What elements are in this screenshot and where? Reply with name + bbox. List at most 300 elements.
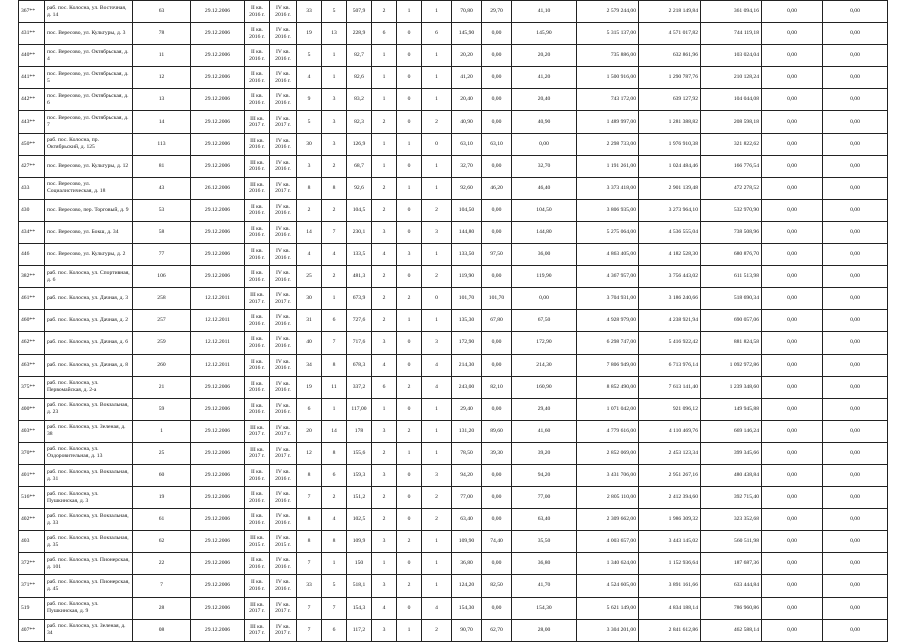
count-f-cell: 3 [422,464,452,486]
area-part1-cell: 0,00 [482,487,512,509]
row-id: 401** [19,464,45,486]
count-b-cell: 4 [322,509,347,531]
zero-2-cell: 0,00 [823,464,888,486]
address-cell: раб. пос. Колосна, ул. Пушкинская, д. 3 [45,487,133,509]
zero-1-cell: 0,00 [762,221,823,243]
doc-number-cell: 43 [133,177,191,199]
area-part2-cell: 46,40 [512,177,577,199]
end-quarter-cell: IV кв. 2016 г. [270,575,297,597]
cost-part1-cell: 1 986 309,32 [639,509,701,531]
area-part1-cell: 46,20 [482,177,512,199]
address-cell: раб. пос. Колосна, ул. Первомайская, д. 2-а [45,376,133,398]
zero-1-cell: 0,00 [762,376,823,398]
cost-part2-cell: 103 024,04 [701,45,762,67]
count-d-cell: 2 [372,310,397,332]
count-e-cell: 2 [397,575,422,597]
area-part1-cell: 0,00 [482,221,512,243]
end-quarter-cell: IV кв. 2017 г. [270,288,297,310]
area-part2-cell: 172,90 [512,332,577,354]
area-total-cell: 144,80 [452,221,482,243]
count-e-cell: 0 [397,89,422,111]
area-total-cell: 94,20 [452,464,482,486]
cost-total-cell: 4 003 657,00 [577,531,639,553]
area-cell: 507,9 [347,1,372,23]
cost-part1-cell: 2 412 394,60 [639,487,701,509]
count-e-cell: 2 [397,288,422,310]
count-a-cell: 30 [297,133,322,155]
zero-2-cell: 0,00 [823,288,888,310]
cost-total-cell: 2 805 110,00 [577,487,639,509]
count-b-cell: 3 [322,89,347,111]
start-quarter-cell: II кв. 2016 г. [245,23,270,45]
count-b-cell: 2 [322,487,347,509]
row-id: 462** [19,332,45,354]
count-b-cell: 2 [322,199,347,221]
area-cell: 126,9 [347,133,372,155]
zero-2-cell: 0,00 [823,354,888,376]
cost-total-cell: 4 928 979,00 [577,310,639,332]
cost-part2-cell: 104 044,08 [701,89,762,111]
count-e-cell: 0 [397,266,422,288]
address-cell: раб. пос. Колосна, ул. Дачная, д. 6 [45,332,133,354]
date-cell: 29.12.2006 [191,199,245,221]
area-total-cell: 124,20 [452,575,482,597]
cost-total-cell: 8 852 490,00 [577,376,639,398]
area-total-cell: 90,70 [452,619,482,641]
doc-number-cell: 14 [133,111,191,133]
start-quarter-cell: III кв. 2017 г. [245,619,270,641]
cost-total-cell: 4 524 605,00 [577,575,639,597]
area-total-cell: 78,50 [452,442,482,464]
address-cell: раб. пос. Колосна, ул. Зеленая, д. 38 [45,420,133,442]
cost-part1-cell: 2 453 123,34 [639,442,701,464]
area-cell: 717,6 [347,332,372,354]
count-a-cell: 8 [297,464,322,486]
area-part1-cell: 82,10 [482,376,512,398]
cost-total-cell: 1 489 997,00 [577,111,639,133]
area-total-cell: 131,20 [452,420,482,442]
date-cell: 29.12.2006 [191,376,245,398]
count-d-cell: 1 [372,89,397,111]
cost-part2-cell: 321 822,62 [701,133,762,155]
count-f-cell: 4 [422,597,452,619]
count-d-cell: 2 [372,288,397,310]
count-e-cell: 3 [397,244,422,266]
cost-part1-cell: 4 571 017,82 [639,23,701,45]
area-cell: 154,3 [347,597,372,619]
area-part2-cell: 36,00 [512,244,577,266]
zero-1-cell: 0,00 [762,133,823,155]
start-quarter-cell: II кв. 2016 г. [245,376,270,398]
end-quarter-cell: IV кв. 2016 г. [270,221,297,243]
doc-number-cell: 08 [133,619,191,641]
table-row [19,531,888,553]
area-cell: 150 [347,553,372,575]
area-total-cell: 92,60 [452,177,482,199]
row-id: 402** [19,509,45,531]
cost-part2-cell: 690 057,06 [701,310,762,332]
zero-1-cell: 0,00 [762,597,823,619]
count-d-cell: 1 [372,133,397,155]
cost-total-cell: 1 071 042,00 [577,398,639,420]
count-e-cell: 1 [397,133,422,155]
address-cell: пос. Вересово, ул. Культуры, д. 3 [45,23,133,45]
address-cell: раб. пос. Колосна, ул. Дачная, д. 2 [45,310,133,332]
count-f-cell: 1 [422,310,452,332]
count-b-cell: 8 [322,531,347,553]
count-b-cell: 1 [322,67,347,89]
area-part2-cell: 20,20 [512,45,577,67]
cost-part1-cell: 632 861,96 [639,45,701,67]
date-cell: 29.12.2006 [191,155,245,177]
start-quarter-cell: II кв. 2016 г. [245,45,270,67]
start-quarter-cell: II кв. 2016 г. [245,398,270,420]
zero-2-cell: 0,00 [823,531,888,553]
count-d-cell: 3 [372,575,397,597]
date-cell: 29.12.2006 [191,509,245,531]
cost-total-cell: 5 315 137,00 [577,23,639,45]
start-quarter-cell: II кв. 2016 г. [245,464,270,486]
area-part1-cell: 82,50 [482,575,512,597]
area-cell: 109,9 [347,531,372,553]
start-quarter-cell: II кв. 2016 г. [245,487,270,509]
row-id: 431** [19,23,45,45]
cost-part1-cell: 2 901 139,48 [639,177,701,199]
row-id: 427** [19,155,45,177]
cost-total-cell: 3 806 935,00 [577,199,639,221]
count-b-cell: 7 [322,597,347,619]
count-b-cell: 4 [322,244,347,266]
row-id: 382** [19,266,45,288]
cost-total-cell: 2 298 733,00 [577,133,639,155]
doc-number-cell: 22 [133,553,191,575]
address-cell: раб. пос. Колосна, ул. Спортивная, д. 6 [45,266,133,288]
count-e-cell: 0 [397,398,422,420]
count-d-cell: 3 [372,619,397,641]
count-d-cell: 3 [372,332,397,354]
end-quarter-cell: IV кв. 2017 г. [270,420,297,442]
doc-number-cell: 13 [133,89,191,111]
area-part1-cell: 67,80 [482,310,512,332]
count-f-cell: 1 [422,155,452,177]
count-b-cell: 6 [322,310,347,332]
end-quarter-cell: IV кв. 2016 г. [270,553,297,575]
zero-1-cell: 0,00 [762,155,823,177]
area-part1-cell: 29,70 [482,1,512,23]
count-a-cell: 25 [297,266,322,288]
end-quarter-cell: IV кв. 2016 г. [270,23,297,45]
count-e-cell: 0 [397,45,422,67]
cost-part1-cell: 3 273 964,10 [639,199,701,221]
doc-number-cell: 60 [133,464,191,486]
area-cell: 673,9 [347,288,372,310]
zero-2-cell: 0,00 [823,133,888,155]
zero-2-cell: 0,00 [823,442,888,464]
row-id: 434** [19,221,45,243]
count-a-cell: 9 [297,89,322,111]
area-total-cell: 41,20 [452,67,482,89]
row-id: 446 [19,244,45,266]
area-part2-cell: 20,40 [512,89,577,111]
date-cell: 29.12.2006 [191,531,245,553]
table-row [19,464,888,486]
area-part1-cell: 62,70 [482,619,512,641]
area-part1-cell: 0,00 [482,398,512,420]
date-cell: 29.12.2006 [191,1,245,23]
count-f-cell: 4 [422,354,452,376]
doc-number-cell: 25 [133,442,191,464]
date-cell: 29.12.2006 [191,487,245,509]
count-d-cell: 1 [372,155,397,177]
row-id: 367** [19,1,45,23]
zero-2-cell: 0,00 [823,23,888,45]
doc-number-cell: 257 [133,310,191,332]
cost-part1-cell: 1 281 388,82 [639,111,701,133]
end-quarter-cell: IV кв. 2016 г. [270,1,297,23]
cost-part2-cell: 210 128,24 [701,67,762,89]
zero-1-cell: 0,00 [762,67,823,89]
zero-1-cell: 0,00 [762,575,823,597]
area-part2-cell: 63,40 [512,509,577,531]
table-row [19,45,888,67]
count-b-cell: 1 [322,398,347,420]
start-quarter-cell: III кв. 2015 г. [245,531,270,553]
count-b-cell: 2 [322,155,347,177]
count-f-cell: 0 [422,288,452,310]
area-cell: 337,2 [347,376,372,398]
zero-2-cell: 0,00 [823,1,888,23]
area-cell: 159,3 [347,464,372,486]
cost-total-cell: 735 886,00 [577,45,639,67]
count-e-cell: 2 [397,420,422,442]
zero-1-cell: 0,00 [762,288,823,310]
address-cell: раб. пос. Колосна, ул. Зеленая, д. 34 [45,619,133,641]
area-part1-cell: 0,00 [482,155,512,177]
cost-part2-cell: 611 513,98 [701,266,762,288]
count-b-cell: 5 [322,575,347,597]
cost-part2-cell: 399 345,66 [701,442,762,464]
end-quarter-cell: IV кв. 2016 г. [270,45,297,67]
area-cell: 117,00 [347,398,372,420]
count-d-cell: 2 [372,1,397,23]
area-cell: 178 [347,420,372,442]
end-quarter-cell: IV кв. 2016 г. [270,133,297,155]
count-e-cell: 0 [397,553,422,575]
count-f-cell: 1 [422,575,452,597]
table-row [19,1,888,23]
area-cell: 155,6 [347,442,372,464]
cost-total-cell: 2 309 662,00 [577,509,639,531]
count-b-cell: 6 [322,619,347,641]
count-f-cell: 1 [422,89,452,111]
date-cell: 29.12.2006 [191,442,245,464]
zero-2-cell: 0,00 [823,487,888,509]
count-a-cell: 12 [297,442,322,464]
count-a-cell: 8 [297,531,322,553]
count-f-cell: 1 [422,67,452,89]
count-b-cell: 7 [322,332,347,354]
table-row [19,266,888,288]
area-part1-cell: 0,00 [482,597,512,619]
row-id: 375** [19,376,45,398]
end-quarter-cell: IV кв. 2016 г. [270,67,297,89]
count-f-cell: 2 [422,199,452,221]
doc-number-cell: 21 [133,376,191,398]
doc-number-cell: 28 [133,597,191,619]
cost-part2-cell: 187 687,36 [701,553,762,575]
cost-part1-cell: 2 841 612,86 [639,619,701,641]
area-total-cell: 145,90 [452,23,482,45]
area-part1-cell: 0,00 [482,67,512,89]
start-quarter-cell: II кв. 2016 г. [245,354,270,376]
cost-part2-cell: 166 776,54 [701,155,762,177]
doc-number-cell: 77 [133,244,191,266]
count-a-cell: 4 [297,244,322,266]
count-f-cell: 0 [422,133,452,155]
count-d-cell: 1 [372,398,397,420]
count-a-cell: 30 [297,288,322,310]
cost-part2-cell: 669 146,24 [701,420,762,442]
count-a-cell: 7 [297,487,322,509]
area-cell: 678,3 [347,354,372,376]
row-id: 430 [19,199,45,221]
count-a-cell: 19 [297,376,322,398]
area-part2-cell: 28,00 [512,619,577,641]
area-part2-cell: 41,10 [512,1,577,23]
cost-part2-cell: 323 352,68 [701,509,762,531]
area-part2-cell: 0,00 [512,288,577,310]
area-cell: 133,5 [347,244,372,266]
cost-total-cell: 3 431 706,00 [577,464,639,486]
count-b-cell: 1 [322,45,347,67]
address-cell: раб. пос. Колосна, ул. Дачная, д. 3 [45,288,133,310]
area-cell: 82,7 [347,45,372,67]
start-quarter-cell: III кв. 2016 г. [245,177,270,199]
doc-number-cell: 63 [133,1,191,23]
area-part2-cell: 41,70 [512,575,577,597]
area-cell: 228,9 [347,23,372,45]
table-row [19,155,888,177]
cost-part2-cell: 472 278,52 [701,177,762,199]
zero-2-cell: 0,00 [823,310,888,332]
date-cell: 29.12.2006 [191,111,245,133]
zero-1-cell: 0,00 [762,442,823,464]
doc-number-cell: 19 [133,487,191,509]
row-id: 463** [19,354,45,376]
count-e-cell: 0 [397,23,422,45]
address-cell: раб. пос. Колосна, пр. Октябрьский, д. 125 [45,133,133,155]
table-row [19,221,888,243]
cost-total-cell: 3 304 201,00 [577,619,639,641]
cost-total-cell: 4 779 616,00 [577,420,639,442]
area-cell: 230,1 [347,221,372,243]
end-quarter-cell: IV кв. 2016 г. [270,199,297,221]
area-cell: 102,5 [347,509,372,531]
table-row [19,487,888,509]
area-part2-cell: 35,50 [512,531,577,553]
table-row [19,332,888,354]
cost-part1-cell: 921 096,12 [639,398,701,420]
count-b-cell: 8 [322,442,347,464]
zero-1-cell: 0,00 [762,332,823,354]
count-f-cell: 3 [422,332,452,354]
address-cell: пос. Вересово, ул. Культуры, д. 2 [45,244,133,266]
end-quarter-cell: IV кв. 2016 г. [270,464,297,486]
cost-total-cell: 1 500 916,00 [577,67,639,89]
cost-total-cell: 4 367 957,00 [577,266,639,288]
area-part2-cell: 40,90 [512,111,577,133]
zero-1-cell: 0,00 [762,464,823,486]
cost-part2-cell: 462 588,14 [701,619,762,641]
row-id: 443** [19,111,45,133]
area-part1-cell: 0,00 [482,354,512,376]
date-cell: 12.12.2011 [191,354,245,376]
end-quarter-cell: IV кв. 2016 г. [270,332,297,354]
zero-1-cell: 0,00 [762,45,823,67]
count-b-cell: 5 [322,1,347,23]
count-f-cell: 2 [422,509,452,531]
start-quarter-cell: II кв. 2016 г. [245,332,270,354]
count-a-cell: 14 [297,221,322,243]
area-part2-cell: 41,60 [512,420,577,442]
zero-1-cell: 0,00 [762,310,823,332]
zero-2-cell: 0,00 [823,89,888,111]
table-row [19,177,888,199]
end-quarter-cell: IV кв. 2016 г. [270,398,297,420]
count-e-cell: 0 [397,67,422,89]
count-a-cell: 5 [297,111,322,133]
zero-2-cell: 0,00 [823,67,888,89]
row-id: 519 [19,597,45,619]
area-part1-cell: 97,50 [482,244,512,266]
end-quarter-cell: IV кв. 2016 г. [270,487,297,509]
area-part2-cell: 144,80 [512,221,577,243]
count-f-cell: 4 [422,376,452,398]
area-part1-cell: 0,00 [482,332,512,354]
zero-2-cell: 0,00 [823,420,888,442]
area-part2-cell: 119,90 [512,266,577,288]
count-f-cell: 1 [422,398,452,420]
start-quarter-cell: III кв. 2017 г. [245,111,270,133]
table-row [19,23,888,45]
count-e-cell: 1 [397,310,422,332]
count-a-cell: 20 [297,420,322,442]
area-cell: 92,6 [347,177,372,199]
area-part1-cell: 0,00 [482,266,512,288]
end-quarter-cell: IV кв. 2017 г. [270,177,297,199]
count-e-cell: 0 [397,354,422,376]
doc-number-cell: 81 [133,155,191,177]
count-d-cell: 6 [372,376,397,398]
address-cell: раб. пос. Колосна, ул. Пушкинская, д. 9 [45,597,133,619]
count-e-cell: 0 [397,509,422,531]
start-quarter-cell: II кв. 2016 г. [245,575,270,597]
area-total-cell: 29,40 [452,398,482,420]
start-quarter-cell: III кв. 2017 г. [245,597,270,619]
doc-number-cell: 53 [133,199,191,221]
end-quarter-cell: IV кв. 2017 г. [270,442,297,464]
date-cell: 29.12.2006 [191,89,245,111]
address-cell: пос. Вересово, ул. Октябрьская, д. 6 [45,89,133,111]
count-e-cell: 0 [397,597,422,619]
zero-2-cell: 0,00 [823,244,888,266]
table-row [19,597,888,619]
row-id: 400** [19,398,45,420]
count-d-cell: 4 [372,244,397,266]
table-row [19,376,888,398]
count-d-cell: 3 [372,464,397,486]
cost-part2-cell: 149 945,88 [701,398,762,420]
